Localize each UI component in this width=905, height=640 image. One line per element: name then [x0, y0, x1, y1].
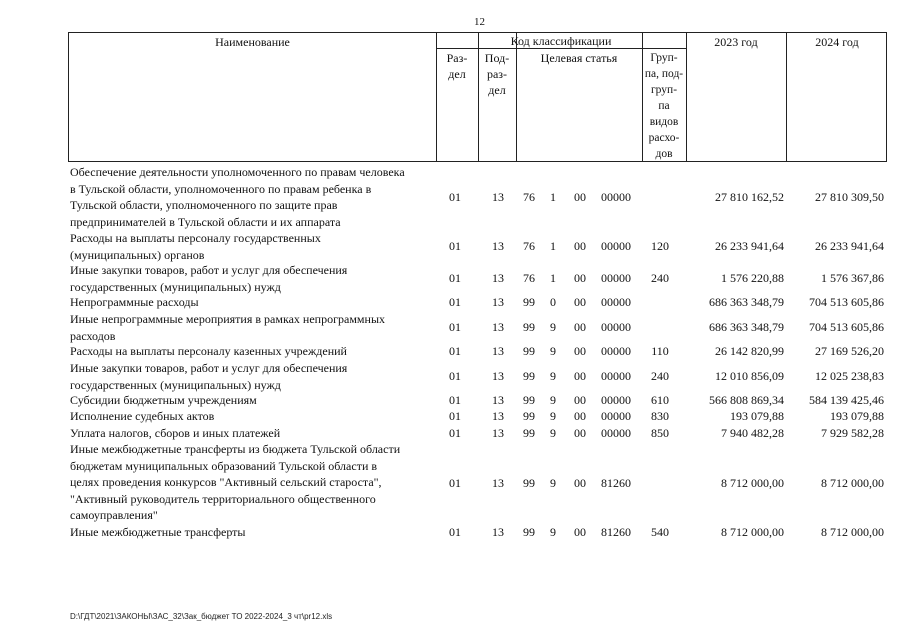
row-amount-2024: 1 576 367,86 [821, 271, 884, 285]
row-amount-2024: 7 929 582,28 [821, 426, 884, 440]
table-row [0, 408, 905, 424]
row-amount-2024: 193 079,88 [830, 409, 884, 423]
row-name [70, 164, 432, 230]
row-vid-rashodov: 610 [651, 393, 669, 407]
row-vid-rashodov: 850 [651, 426, 669, 440]
row-amount-2023: 27 810 162,52 [715, 190, 784, 204]
header-razdel [436, 50, 478, 82]
row-name-line: бюджетам муниципальных образований Тульской области в [70, 458, 378, 473]
header-celevaya-statya: Целевая статья [540, 51, 618, 65]
table-row [0, 311, 905, 344]
row-code-3: 00 [574, 369, 586, 383]
header-divider [786, 33, 787, 161]
row-amount-2024: 584 139 425,46 [809, 393, 884, 407]
row-podrazdel: 13 [492, 271, 504, 285]
row-name-line: Обеспечение деятельности уполномоченного по правам человека [70, 165, 405, 179]
row-name-line: целях проведения конкурсов "Активный сельский староста", [70, 475, 382, 489]
row-code-3: 00 [574, 239, 586, 253]
row-code-4: 00000 [601, 239, 631, 253]
row-code-1: 99 [523, 426, 535, 440]
row-amount-2023: 1 576 220,88 [721, 271, 784, 285]
row-name-line: самоуправления" [70, 508, 158, 522]
row-code-3: 00 [574, 409, 586, 423]
row-name-line: Расходы на выплаты персоналу государственных [70, 231, 321, 245]
row-razdel: 01 [449, 525, 461, 539]
row-code-4: 81260 [601, 525, 631, 539]
row-vid-rashodov: 240 [651, 369, 669, 383]
header-gruppa-line: видов [649, 116, 679, 128]
row-vid-rashodov: 110 [651, 344, 669, 358]
header-gruppa-line: па [658, 100, 670, 112]
row-code-1: 76 [523, 190, 535, 204]
row-amount-2023: 8 712 000,00 [721, 525, 784, 539]
row-name-line: Иные закупки товаров, работ и услуг для обеспечения [70, 263, 348, 277]
header-year-2023: 2023 год [714, 35, 758, 49]
row-name-line: (муниципальных) органов [70, 247, 205, 262]
row-amount-2023: 26 142 820,99 [715, 344, 784, 358]
row-amount-2024: 8 712 000,00 [821, 525, 884, 539]
table-row [0, 294, 905, 311]
row-code-4: 81260 [601, 476, 631, 490]
row-name-line: Иные межбюджетные трансферты [70, 525, 246, 539]
row-name [70, 360, 432, 393]
header-gruppa-line: груп- [650, 84, 678, 96]
row-vid-rashodov: 830 [651, 409, 669, 423]
row-code-2: 0 [550, 295, 556, 309]
row-podrazdel: 13 [492, 320, 504, 334]
row-razdel: 01 [449, 320, 461, 334]
row-amount-2023: 686 363 348,79 [709, 320, 784, 334]
row-name [70, 392, 432, 409]
table-row [0, 164, 905, 230]
row-amount-2024: 704 513 605,86 [809, 295, 884, 309]
row-code-3: 00 [574, 190, 586, 204]
header-name: Наименование [215, 35, 290, 49]
row-podrazdel: 13 [492, 190, 504, 204]
row-amount-2024: 26 233 941,64 [815, 239, 884, 253]
row-amount-2024: 27 169 526,20 [815, 344, 884, 358]
row-amount-2023: 193 079,88 [730, 409, 784, 423]
row-name-line: расходов [70, 328, 116, 343]
row-name-line: в Тульской области, уполномоченного по правам ребенка в [70, 181, 372, 196]
row-code-4: 00000 [601, 344, 631, 358]
table-row [0, 524, 905, 541]
row-name [70, 343, 432, 360]
header-code-classification: Код классификации [510, 34, 612, 48]
row-razdel: 01 [449, 271, 461, 285]
row-code-4: 00000 [601, 320, 631, 334]
row-code-2: 9 [550, 409, 556, 423]
table-row [0, 262, 905, 295]
row-vid-rashodov: 120 [651, 239, 669, 253]
header-razdel-line: дел [448, 67, 466, 81]
row-name-line: Расходы на выплаты персоналу казенных учреждений [70, 344, 347, 358]
row-name-line: Иные непрограммные мероприятия в рамках непрограммных [70, 312, 386, 326]
row-code-1: 99 [523, 295, 535, 309]
page-number: 12 [474, 16, 485, 28]
row-code-4: 00000 [601, 295, 631, 309]
row-razdel: 01 [449, 239, 461, 253]
row-name-line: Тульской области, уполномоченного по защите прав [70, 198, 338, 212]
row-code-1: 99 [523, 344, 535, 358]
table-row [0, 441, 905, 524]
row-amount-2024: 27 810 309,50 [815, 190, 884, 204]
row-name-line: Иные закупки товаров, работ и услуг для обеспечения [70, 361, 348, 375]
row-amount-2023: 8 712 000,00 [721, 476, 784, 490]
row-code-3: 00 [574, 476, 586, 490]
table-row [0, 425, 905, 442]
row-name-line: Исполнение судебных актов [70, 409, 215, 423]
row-name-line: "Активный руководитель территориального общественного [70, 491, 376, 506]
header-gruppa-line: расхо- [648, 132, 680, 144]
row-name [70, 294, 432, 311]
row-name-line: предпринимателей в Тульской области и их аппарата [70, 214, 341, 229]
row-podrazdel: 13 [492, 426, 504, 440]
row-code-2: 1 [550, 239, 556, 253]
row-code-4: 00000 [601, 393, 631, 407]
row-vid-rashodov: 240 [651, 271, 669, 285]
row-name [70, 441, 432, 524]
header-divider [686, 33, 687, 161]
row-code-4: 00000 [601, 426, 631, 440]
header-podrazdel-line: раз- [486, 67, 508, 81]
header-podrazdel [478, 50, 516, 98]
row-code-2: 9 [550, 344, 556, 358]
row-code-1: 99 [523, 525, 535, 539]
row-name-line: Уплата налогов, сборов и иных платежей [70, 426, 281, 440]
row-razdel: 01 [449, 476, 461, 490]
row-code-3: 00 [574, 525, 586, 539]
row-code-2: 9 [550, 476, 556, 490]
row-code-1: 76 [523, 239, 535, 253]
row-code-1: 99 [523, 393, 535, 407]
row-name-line: Непрограммные расходы [70, 295, 199, 309]
row-amount-2024: 8 712 000,00 [821, 476, 884, 490]
row-code-3: 00 [574, 295, 586, 309]
row-code-1: 99 [523, 476, 535, 490]
row-amount-2023: 12 010 856,09 [715, 369, 784, 383]
table-header [68, 32, 887, 162]
row-razdel: 01 [449, 393, 461, 407]
row-code-2: 9 [550, 320, 556, 334]
header-podrazdel-line: Под- [484, 51, 510, 65]
header-razdel-line: Раз- [446, 51, 468, 65]
row-name [70, 262, 432, 295]
row-code-3: 00 [574, 344, 586, 358]
table-row [0, 360, 905, 393]
header-year-2024: 2024 год [815, 35, 859, 49]
row-podrazdel: 13 [492, 409, 504, 423]
header-podrazdel-line: дел [488, 83, 506, 97]
row-name [70, 425, 432, 442]
row-code-2: 9 [550, 369, 556, 383]
row-amount-2023: 26 233 941,64 [715, 239, 784, 253]
row-code-3: 00 [574, 271, 586, 285]
row-razdel: 01 [449, 426, 461, 440]
row-code-4: 00000 [601, 271, 631, 285]
row-name-line: государственных (муниципальных) нужд [70, 279, 281, 294]
row-vid-rashodov: 540 [651, 525, 669, 539]
row-razdel: 01 [449, 409, 461, 423]
header-gruppa-line: дов [655, 148, 673, 160]
row-code-1: 99 [523, 320, 535, 334]
row-code-2: 9 [550, 426, 556, 440]
header-gruppa-line: па, под- [644, 68, 684, 80]
row-code-4: 00000 [601, 369, 631, 383]
row-code-1: 99 [523, 409, 535, 423]
row-code-4: 00000 [601, 409, 631, 423]
row-podrazdel: 13 [492, 393, 504, 407]
row-podrazdel: 13 [492, 344, 504, 358]
row-name [70, 408, 432, 425]
table-row [0, 392, 905, 408]
row-name-line: Иные межбюджетные трансферты из бюджета Тульской области [70, 442, 401, 456]
row-razdel: 01 [449, 369, 461, 383]
row-amount-2023: 566 808 869,34 [709, 393, 784, 407]
row-name-line: Субсидии бюджетным учреждениям [70, 393, 257, 407]
row-code-3: 00 [574, 393, 586, 407]
row-code-3: 00 [574, 320, 586, 334]
row-code-2: 9 [550, 393, 556, 407]
header-gruppa [642, 50, 686, 162]
row-amount-2024: 704 513 605,86 [809, 320, 884, 334]
row-podrazdel: 13 [492, 239, 504, 253]
row-razdel: 01 [449, 190, 461, 204]
row-name [70, 524, 432, 541]
row-amount-2023: 7 940 482,28 [721, 426, 784, 440]
row-podrazdel: 13 [492, 369, 504, 383]
row-amount-2023: 686 363 348,79 [709, 295, 784, 309]
row-razdel: 01 [449, 295, 461, 309]
row-code-1: 76 [523, 271, 535, 285]
row-code-2: 1 [550, 271, 556, 285]
row-podrazdel: 13 [492, 476, 504, 490]
row-amount-2024: 12 025 238,83 [815, 369, 884, 383]
row-podrazdel: 13 [492, 295, 504, 309]
row-code-2: 1 [550, 190, 556, 204]
row-name [70, 230, 432, 263]
row-name [70, 311, 432, 344]
row-code-2: 9 [550, 525, 556, 539]
row-podrazdel: 13 [492, 525, 504, 539]
row-code-3: 00 [574, 426, 586, 440]
footer-file-path: D:\ГДТ\2021\ЗАКОНЫ\ЗАС_32\Зак_бюджет ТО 2022-2024_3 чт\pr12.xls [70, 612, 333, 621]
table-row [0, 343, 905, 360]
header-gruppa-line: Груп- [650, 52, 678, 64]
row-razdel: 01 [449, 344, 461, 358]
row-name-line: государственных (муниципальных) нужд [70, 377, 281, 392]
table-row [0, 230, 905, 263]
row-code-4: 00000 [601, 190, 631, 204]
row-code-1: 99 [523, 369, 535, 383]
